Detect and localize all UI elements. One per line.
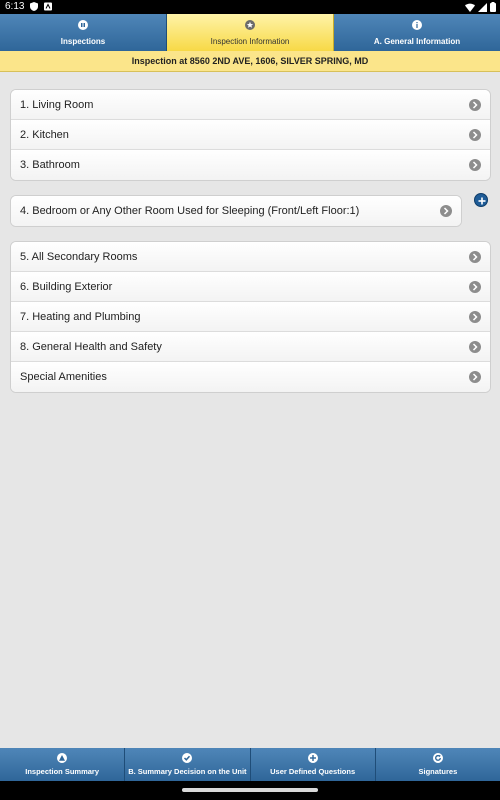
chevron-right-icon — [469, 159, 481, 171]
plus-icon — [308, 753, 318, 763]
room-list-group-3 — [10, 241, 491, 393]
top-tab-bar — [0, 14, 500, 51]
room-list-group-2 — [10, 195, 462, 227]
list-item-label: 2. Kitchen — [20, 129, 69, 141]
list-item-heating-plumbing[interactable] — [11, 302, 490, 332]
list-item-bedroom[interactable] — [11, 196, 461, 226]
tab-label: Inspection Information — [210, 37, 290, 46]
list-item-label: 3. Bathroom — [20, 159, 80, 171]
grid-icon — [78, 20, 88, 30]
battery-icon — [490, 2, 496, 12]
notification-icon — [44, 2, 52, 11]
home-gesture-handle[interactable] — [182, 788, 318, 792]
chevron-right-icon — [469, 371, 481, 383]
status-right-icons — [465, 2, 496, 12]
list-item-secondary-rooms[interactable] — [11, 242, 490, 272]
tab-inspections[interactable] — [0, 14, 167, 51]
list-item-label: 7. Heating and Plumbing — [20, 311, 141, 323]
tab-label: Inspections — [60, 37, 106, 46]
list-item-label: 4. Bedroom or Any Other Room Used for Sleeping (Front/Left Floor:1) — [20, 205, 360, 217]
tab-label: User Defined Questions — [270, 767, 356, 776]
list-item-label: 6. Building Exterior — [20, 281, 113, 293]
tab-inspection-information[interactable] — [167, 14, 334, 51]
star-icon — [245, 20, 255, 30]
tab-inspection-summary[interactable] — [0, 748, 125, 781]
shield-icon — [30, 2, 38, 11]
status-time: 6:13 — [5, 1, 25, 12]
add-room-button[interactable] — [474, 193, 488, 207]
inspection-address-header: Inspection at 8560 2ND AVE, 1606, SILVER SPRING, MD — [0, 51, 500, 72]
chevron-right-icon — [469, 281, 481, 293]
list-item-building-exterior[interactable] — [11, 272, 490, 302]
tab-label: B. Summary Decision on the Unit — [128, 767, 247, 776]
tab-signatures[interactable] — [376, 748, 500, 781]
list-item-label: 5. All Secondary Rooms — [20, 251, 138, 263]
list-item-label: 8. General Health and Safety — [20, 341, 162, 353]
chevron-right-icon — [469, 311, 481, 323]
list-item-bathroom[interactable] — [11, 150, 490, 180]
info-icon — [412, 20, 422, 30]
plus-icon — [477, 196, 487, 206]
chevron-right-icon — [469, 251, 481, 263]
signal-icon — [478, 3, 487, 12]
chevron-right-icon — [469, 341, 481, 353]
tab-label: Signatures — [418, 767, 458, 776]
refresh-icon — [433, 753, 443, 763]
list-item-living-room[interactable] — [11, 90, 490, 120]
check-icon — [182, 753, 192, 763]
tab-label: Inspection Summary — [25, 767, 100, 776]
tab-general-information[interactable] — [334, 14, 500, 51]
list-item-health-safety[interactable] — [11, 332, 490, 362]
chevron-right-icon — [469, 129, 481, 141]
system-navigation-bar — [0, 781, 500, 800]
status-bar — [0, 0, 500, 14]
chevron-right-icon — [469, 99, 481, 111]
room-list-group-1 — [10, 89, 491, 181]
alert-icon — [57, 753, 67, 763]
chevron-right-icon — [440, 205, 452, 217]
list-item-special-amenities[interactable] — [11, 362, 490, 392]
list-item-label: Special Amenities — [20, 371, 107, 383]
bottom-tab-bar — [0, 748, 500, 781]
list-item-kitchen[interactable] — [11, 120, 490, 150]
tab-label: A. General Information — [373, 37, 461, 46]
list-item-label: 1. Living Room — [20, 99, 94, 111]
tab-summary-decision[interactable] — [125, 748, 250, 781]
wifi-icon — [465, 3, 475, 12]
tab-user-defined-questions[interactable] — [251, 748, 376, 781]
